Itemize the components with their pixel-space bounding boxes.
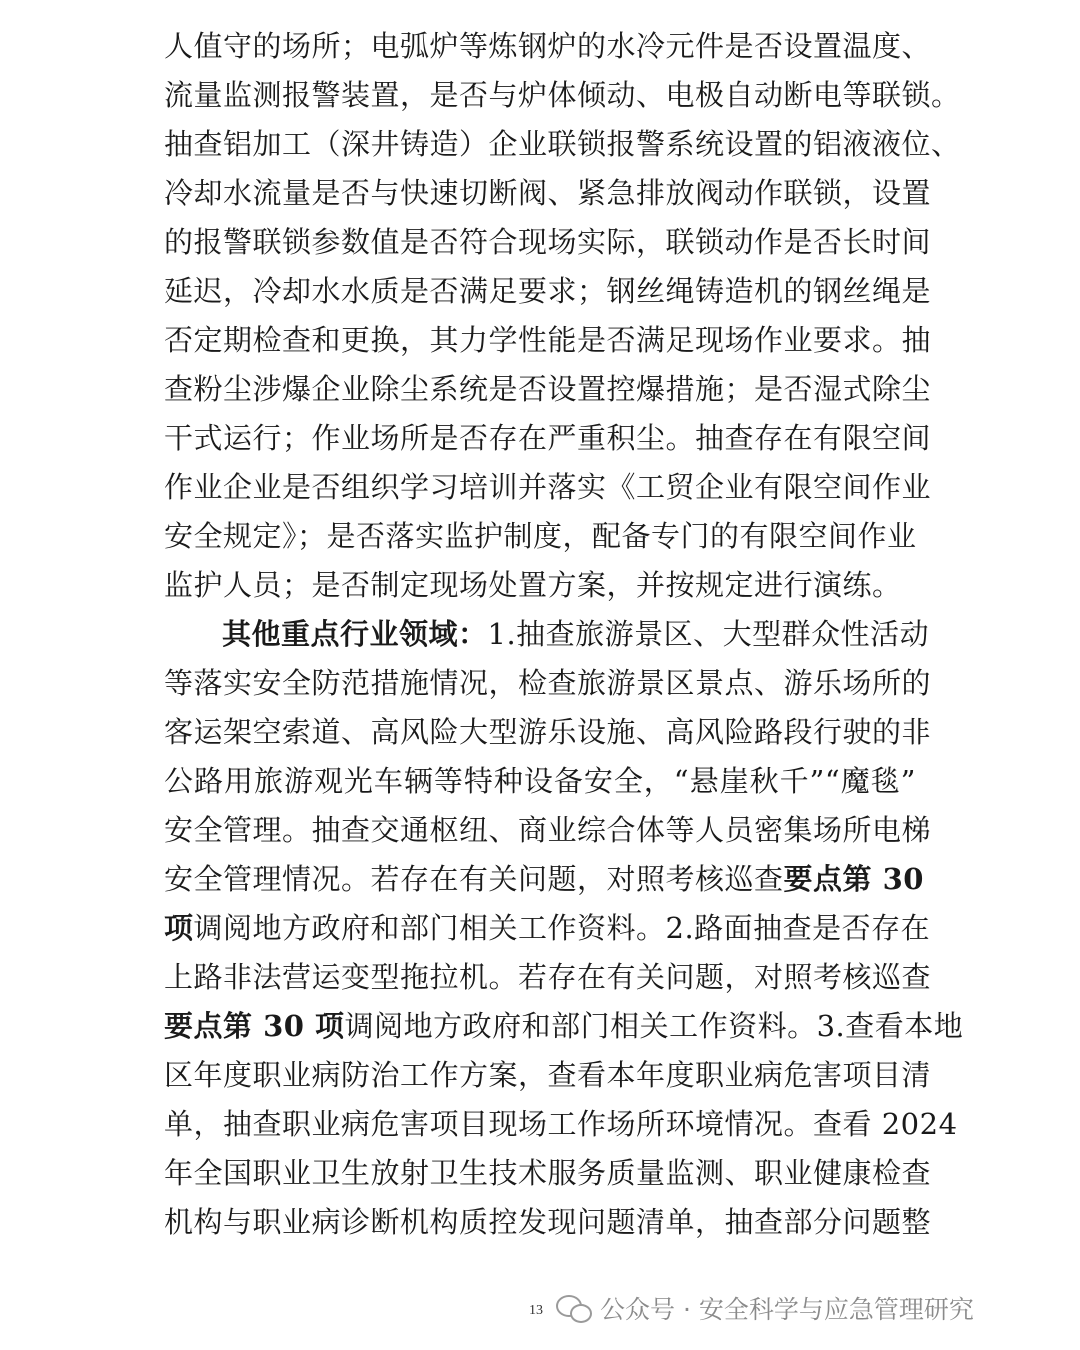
text-segment: 延迟，冷却水水质是否满足要求；钢丝绳铸造机的钢丝绳是: [164, 274, 932, 308]
bold-text: 其他重点行业领域：: [222, 617, 488, 651]
text-segment: 流量监测报警装置，是否与炉体倾动、电极自动断电等联锁。: [164, 78, 961, 112]
text-line: [164, 316, 932, 365]
text-line: [164, 610, 930, 659]
text-line: [164, 708, 932, 757]
bold-text: 要点第 30 项: [164, 1009, 345, 1043]
text-line: [164, 169, 932, 218]
text-line: [164, 1002, 964, 1051]
text-segment: 冷却水流量是否与快速切断阀、紧急排放阀动作联锁，设置: [164, 176, 932, 210]
text-segment: 查粉尘涉爆企业除尘系统是否设置控爆措施；是否湿式除尘: [164, 372, 932, 406]
text-line: [164, 1149, 932, 1198]
text-segment: 客运架空索道、高风险大型游乐设施、高风险路段行驶的非: [164, 715, 932, 749]
text-line: [164, 1100, 958, 1149]
text-segment: 的报警联锁参数值是否符合现场实际，联锁动作是否长时间: [164, 225, 932, 259]
text-line: [164, 855, 924, 904]
text-segment: 公路用旅游观光车辆等特种设备安全，“悬崖秋千”“魔毯”: [164, 764, 916, 798]
text-line: [164, 953, 932, 1002]
text-segment: 监护人员；是否制定现场处置方案，并按规定进行演练。: [164, 568, 902, 602]
text-line: [164, 1051, 932, 1100]
watermark: [556, 1290, 974, 1326]
text-segment: 年全国职业卫生放射卫生技术服务质量监测、职业健康检查: [164, 1156, 932, 1190]
text-segment: 抽查铝加工（深井铸造）企业联锁报警系统设置的铝液液位、: [164, 127, 961, 161]
text-segment: 否定期检查和更换，其力学性能是否满足现场作业要求。抽: [164, 323, 932, 357]
text-segment: 人值守的场所；电弧炉等炼钢炉的水冷元件是否设置温度、: [164, 29, 932, 63]
text-line: [164, 512, 916, 561]
text-line: [164, 1198, 932, 1247]
text-line: [164, 365, 932, 414]
text-segment: 等落实安全防范措施情况，检查旅游景区景点、游乐场所的: [164, 666, 932, 700]
text-segment: 作业企业是否组织学习培训并落实《工贸企业有限空间作业: [164, 470, 932, 504]
text-segment: 上路非法营运变型拖拉机。若存在有关问题，对照考核巡查: [164, 960, 932, 994]
document-body: [164, 22, 964, 1247]
text-segment: 机构与职业病诊断机构质控发现问题清单，抽查部分问题整: [164, 1205, 932, 1239]
text-line: [164, 561, 916, 610]
text-line: [164, 414, 932, 463]
text-line: [164, 463, 932, 512]
text-segment: 调阅地方政府和部门相关工作资料。3.查看本地: [344, 1009, 964, 1043]
text-line: [164, 904, 931, 953]
text-segment: 调阅地方政府和部门相关工作资料。2.路面抽查是否存在: [193, 911, 931, 945]
text-segment: 区年度职业病防治工作方案，查看本年度职业病危害项目清: [164, 1058, 932, 1092]
text-segment: 安全管理。抽查交通枢纽、商业综合体等人员密集场所电梯: [164, 813, 932, 847]
text-line: [164, 22, 932, 71]
text-line: [164, 120, 961, 169]
bold-text: 项: [164, 911, 194, 945]
text-line: [164, 806, 932, 855]
text-segment: 干式运行；作业场所是否存在严重积尘。抽查存在有限空间: [164, 421, 932, 455]
text-segment: 1.抽查旅游景区、大型群众性活动: [487, 617, 930, 651]
text-line: [164, 71, 961, 120]
text-segment: 单，抽查职业病危害项目现场工作场所环境情况。查看 2024: [164, 1107, 958, 1141]
text-line: [164, 218, 932, 267]
text-line: [164, 659, 932, 708]
text-segment: 安全管理情况。若存在有关问题，对照考核巡查: [164, 862, 784, 896]
bold-text: 要点第 30: [783, 862, 924, 896]
text-line: [164, 267, 932, 316]
wechat-icon: [556, 1293, 592, 1323]
text-segment: 安全规定》；是否落实监护制度，配备专门的有限空间作业: [164, 519, 917, 553]
page-number: 13: [529, 1303, 543, 1318]
watermark-text: 公众号 · 安全科学与应急管理研究: [600, 1295, 974, 1324]
text-line: [164, 757, 916, 806]
